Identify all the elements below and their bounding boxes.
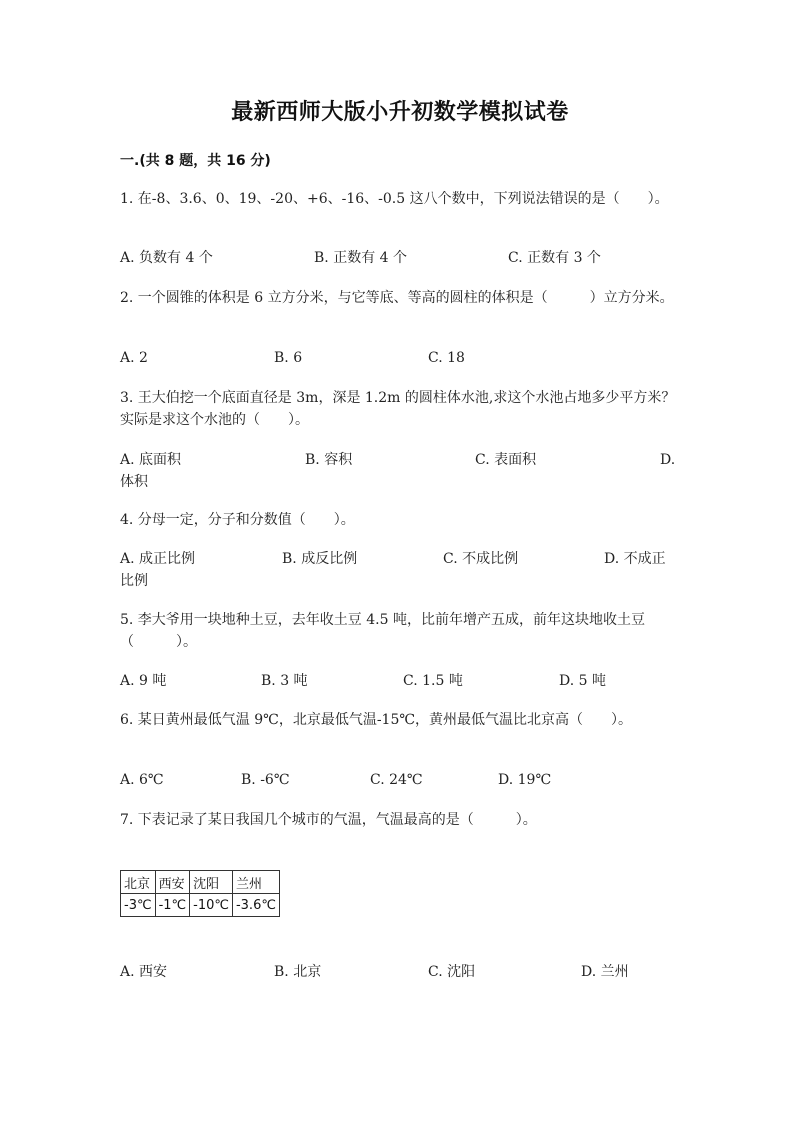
option-c[interactable]: C. 1.5 吨 (403, 673, 463, 689)
option-b[interactable]: B. 6 (274, 350, 303, 366)
temperature-cell: -3.6℃ (232, 894, 279, 917)
option-d[interactable]: D. 不成正 (604, 551, 666, 567)
question-6: 6. 某日黄州最低气温 9℃，北京最低气温-15℃，黄州最低气温比北京高（ ）。 (120, 712, 633, 728)
exam-title: 最新西师大版小升初数学模拟试卷 (231, 100, 569, 125)
question-2: 2. 一个圆锥的体积是 6 立方分米，与它等底、等高的圆柱的体积是（ ）立方分米。 (120, 290, 674, 306)
option-c[interactable]: C. 24℃ (370, 772, 423, 788)
city-cell: 兰州 (232, 871, 279, 894)
question-1: 1. 在-8、3.6、0、19、-20、+6、-16、-0.5 这八个数中，下列说法错误的是（ ）。 (120, 191, 669, 207)
option-d[interactable]: D. (660, 452, 676, 468)
city-cell: 沈阳 (190, 871, 233, 894)
temperature-row (121, 894, 280, 917)
option-a[interactable]: A. 负数有 4 个 (120, 250, 213, 266)
option-a[interactable]: A. 6℃ (120, 772, 164, 788)
option-a[interactable]: A. 底面积 (120, 452, 182, 468)
temperature-cell: -1℃ (155, 894, 190, 917)
temperature-cell: -10℃ (190, 894, 233, 917)
option-c[interactable]: C. 正数有 3 个 (508, 250, 601, 266)
question-4: 4. 分母一定，分子和分数值（ ）。 (120, 512, 355, 528)
question-7: 7. 下表记录了某日我国几个城市的气温，气温最高的是（ ）。 (120, 812, 537, 828)
temperature-cell: -3℃ (121, 894, 156, 917)
city-temperature-table (120, 870, 280, 917)
question-4-options (120, 548, 680, 592)
option-c[interactable]: C. 18 (428, 350, 465, 366)
option-b[interactable]: B. -6℃ (241, 772, 290, 788)
option-b[interactable]: B. 容积 (305, 452, 353, 468)
question-1-options (120, 247, 680, 269)
option-c[interactable]: C. 沈阳 (428, 964, 476, 980)
section-heading: 一.(共 8 题，共 16 分) (120, 153, 271, 169)
option-d-continued: 体积 (120, 474, 148, 490)
question-3-options (120, 449, 680, 493)
city-cell: 北京 (121, 871, 156, 894)
question-2-options (120, 347, 680, 369)
option-c[interactable]: C. 表面积 (475, 452, 537, 468)
question-7-options (120, 961, 680, 983)
question-6-options (120, 769, 680, 791)
option-c[interactable]: C. 不成比例 (443, 551, 519, 567)
option-d[interactable]: D. 兰州 (581, 964, 629, 980)
option-b[interactable]: B. 北京 (274, 964, 322, 980)
option-b[interactable]: B. 3 吨 (261, 673, 308, 689)
option-a[interactable]: A. 西安 (120, 964, 168, 980)
city-row (121, 871, 280, 894)
option-a[interactable]: A. 9 吨 (120, 673, 167, 689)
option-a[interactable]: A. 2 (120, 350, 148, 366)
city-cell: 西安 (155, 871, 190, 894)
question-3: 3. 王大伯挖一个底面直径是 3m，深是 1.2m 的圆柱体水池,求这个水池占地多少平方米？实际是求这个水池的（ ）。 (120, 390, 676, 428)
option-d[interactable]: D. 5 吨 (559, 673, 606, 689)
question-5: 5. 李大爷用一块地种土豆，去年收土豆 4.5 吨，比前年增产五成，前年这块地收土豆（ ）。 (120, 612, 645, 650)
option-b[interactable]: B. 正数有 4 个 (314, 250, 407, 266)
option-d-continued: 比例 (120, 573, 148, 589)
question-5-options (120, 670, 680, 692)
option-d[interactable]: D. 19℃ (498, 772, 552, 788)
option-b[interactable]: B. 成反比例 (282, 551, 358, 567)
option-a[interactable]: A. 成正比例 (120, 551, 196, 567)
